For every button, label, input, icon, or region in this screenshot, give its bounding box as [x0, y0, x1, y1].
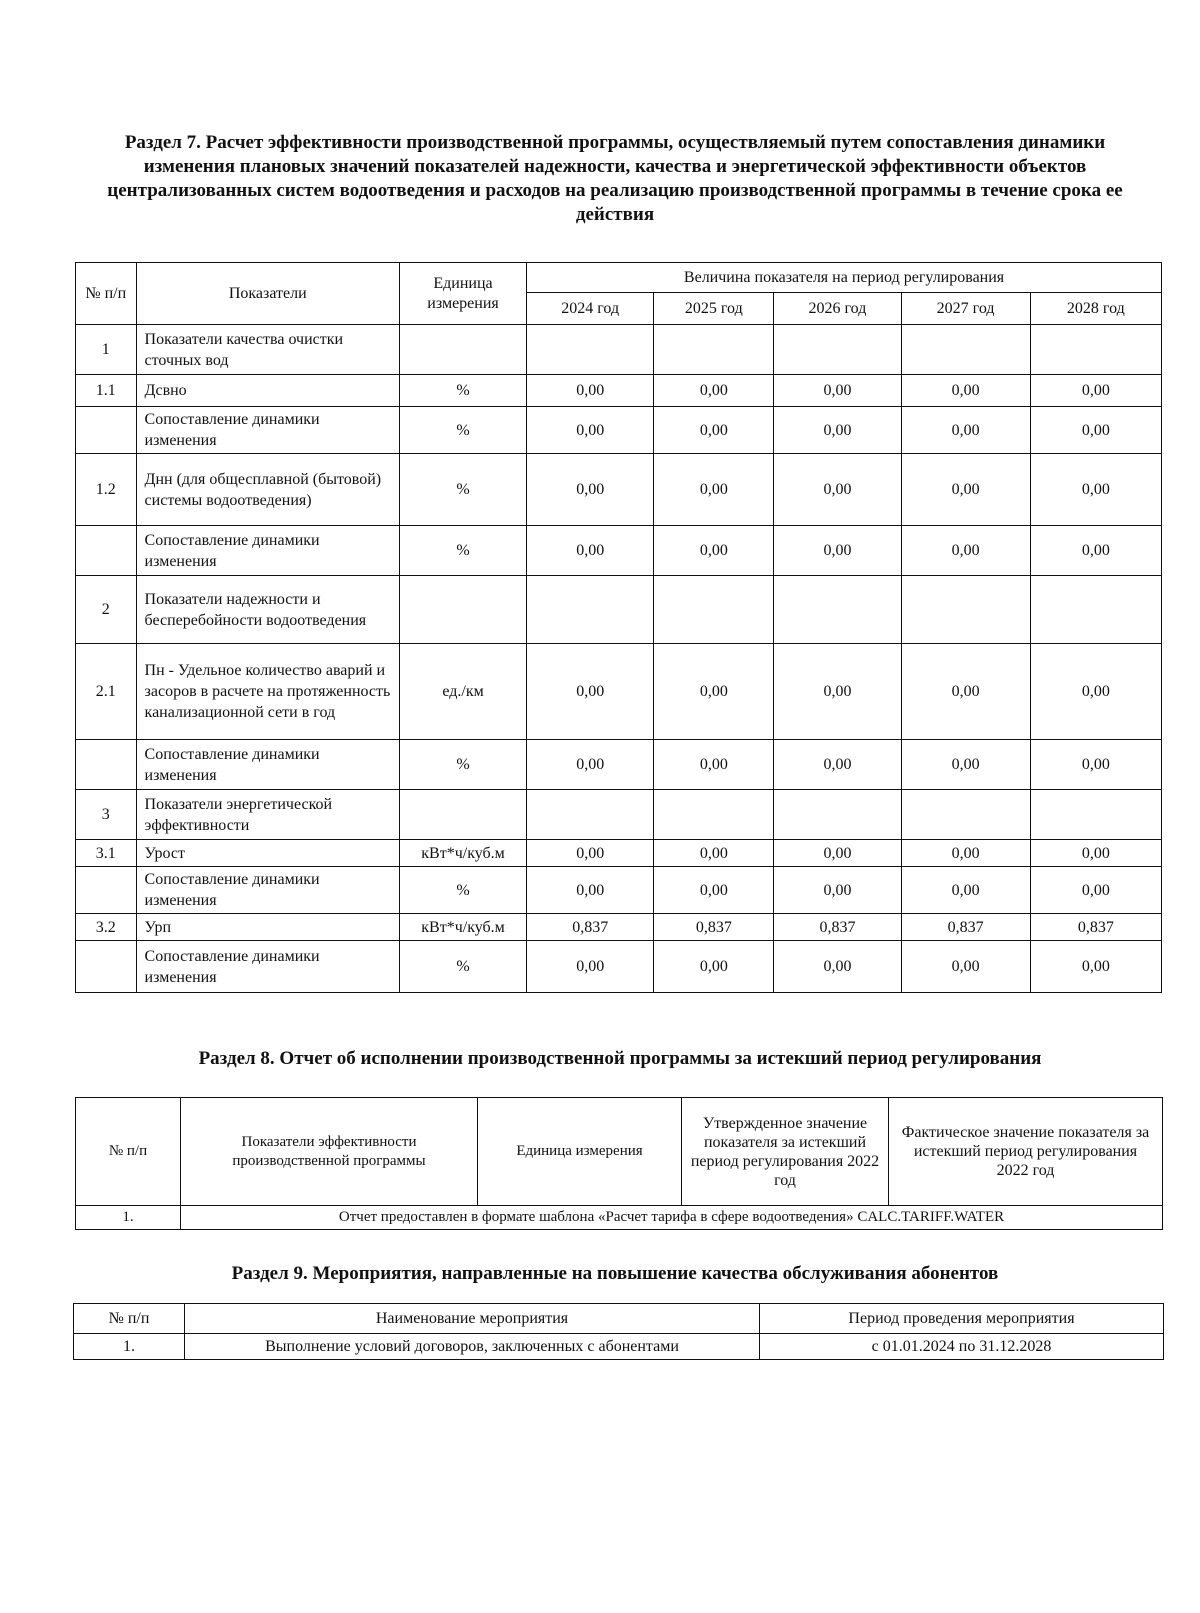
row-unit: % — [399, 867, 526, 914]
row-value: 0,00 — [901, 840, 1030, 867]
row-value: 0,00 — [527, 740, 654, 790]
row-unit — [399, 325, 526, 375]
row-number: 1.1 — [76, 375, 137, 407]
row-value: 0,00 — [901, 454, 1030, 526]
row-number — [76, 526, 137, 576]
row-value: 0,00 — [1030, 454, 1161, 526]
row-value: 0,00 — [901, 407, 1030, 454]
row-unit — [399, 790, 526, 840]
row-value: 0,00 — [901, 644, 1030, 740]
table-row — [76, 840, 1162, 867]
row-value: 0,00 — [774, 454, 901, 526]
row-value: 0,00 — [1030, 407, 1161, 454]
row-value: 0,00 — [1030, 840, 1161, 867]
row-value: 0,00 — [654, 375, 774, 407]
section8-title: Раздел 8. Отчет об исполнении производственной программы за истекший период регулирования — [198, 1048, 1042, 1069]
table-row — [76, 790, 1162, 840]
header-year-2025: 2025 год — [654, 293, 774, 325]
row-value: 0,00 — [901, 526, 1030, 576]
row-value: 0,00 — [527, 941, 654, 993]
row-unit: % — [399, 454, 526, 526]
table-row — [76, 576, 1162, 644]
row-number: 3.1 — [76, 840, 137, 867]
row-value: 0,00 — [654, 840, 774, 867]
row-indicator-name: Показатели энергетической эффективности — [136, 790, 399, 840]
row-number — [76, 867, 137, 914]
row-value: 0,837 — [901, 914, 1030, 941]
row-value: 0,837 — [1030, 914, 1161, 941]
s8-header-indicator: Показатели эффективности производственной программы — [181, 1098, 478, 1206]
row-indicator-name: Дсвно — [136, 375, 399, 407]
section7-table-body — [76, 325, 1162, 993]
s9-row-period: с 01.01.2024 по 31.12.2028 — [760, 1334, 1164, 1360]
row-value: 0,00 — [774, 407, 901, 454]
s8-header-unit: Единица измерения — [478, 1098, 682, 1206]
table-row — [76, 325, 1162, 375]
row-value — [901, 576, 1030, 644]
s8-header-actual: Фактическое значение показателя за истекший период регулирования 2022 год — [889, 1098, 1163, 1206]
row-indicator-name: Пн - Удельное количество аварий и засоров в расчете на протяженность канализационной сети в год — [136, 644, 399, 740]
header-unit: Единица измерения — [399, 263, 526, 325]
row-value — [1030, 790, 1161, 840]
row-value: 0,00 — [774, 941, 901, 993]
section9-title: Раздел 9. Мероприятия, направленные на повышение качества обслуживания абонентов — [231, 1263, 999, 1284]
row-value — [527, 790, 654, 840]
row-value — [1030, 325, 1161, 375]
s9-row-name: Выполнение условий договоров, заключенных с абонентами — [185, 1334, 760, 1360]
row-value: 0,837 — [774, 914, 901, 941]
s9-header-num: № п/п — [74, 1304, 185, 1334]
row-value: 0,00 — [654, 526, 774, 576]
s9-header-name: Наименование мероприятия — [185, 1304, 760, 1334]
row-value: 0,00 — [1030, 375, 1161, 407]
s9-row-num: 1. — [74, 1334, 185, 1360]
row-value: 0,00 — [901, 941, 1030, 993]
s8-header-num: № п/п — [76, 1098, 181, 1206]
row-unit: ед./км — [399, 644, 526, 740]
header-indicator: Показатели — [136, 263, 399, 325]
row-number: 3 — [76, 790, 137, 840]
row-indicator-name: Сопоставление динамики изменения — [136, 867, 399, 914]
table-row — [76, 375, 1162, 407]
row-value — [1030, 576, 1161, 644]
row-unit — [399, 576, 526, 644]
row-value — [774, 576, 901, 644]
row-value — [774, 325, 901, 375]
row-unit: кВт*ч/куб.м — [399, 914, 526, 941]
row-indicator-name: Сопоставление динамики изменения — [136, 526, 399, 576]
header-year-2027: 2027 год — [901, 293, 1030, 325]
row-value: 0,00 — [901, 740, 1030, 790]
row-indicator-name: Днн (для общесплавной (бытовой) системы водоотведения) — [136, 454, 399, 526]
row-value — [901, 790, 1030, 840]
row-number — [76, 407, 137, 454]
table-row — [76, 526, 1162, 576]
row-value: 0,00 — [774, 375, 901, 407]
row-value — [774, 790, 901, 840]
row-value: 0,00 — [774, 740, 901, 790]
row-value: 0,00 — [1030, 867, 1161, 914]
table-row — [76, 454, 1162, 526]
section9-table — [73, 1303, 1164, 1360]
table-row — [76, 407, 1162, 454]
row-indicator-name: Сопоставление динамики изменения — [136, 941, 399, 993]
row-value: 0,00 — [1030, 740, 1161, 790]
table-row — [76, 644, 1162, 740]
s8-row-text: Отчет предоставлен в формате шаблона «Расчет тарифа в сфере водоотведения» CALC.TARIFF.WATER — [181, 1206, 1163, 1230]
header-year-2026: 2026 год — [774, 293, 901, 325]
row-value: 0,837 — [527, 914, 654, 941]
row-indicator-name: Сопоставление динамики изменения — [136, 740, 399, 790]
row-value: 0,00 — [527, 407, 654, 454]
row-number — [76, 941, 137, 993]
row-value: 0,00 — [901, 375, 1030, 407]
row-number — [76, 740, 137, 790]
row-value: 0,00 — [527, 867, 654, 914]
s9-header-period: Период проведения мероприятия — [760, 1304, 1164, 1334]
row-value — [527, 576, 654, 644]
row-value: 0,00 — [774, 840, 901, 867]
row-value: 0,00 — [527, 454, 654, 526]
row-value — [901, 325, 1030, 375]
row-unit: % — [399, 375, 526, 407]
row-value: 0,00 — [1030, 526, 1161, 576]
section7-table — [75, 262, 1162, 993]
row-unit: % — [399, 407, 526, 454]
row-value: 0,837 — [654, 914, 774, 941]
row-unit: % — [399, 740, 526, 790]
row-indicator-name: Сопоставление динамики изменения — [136, 407, 399, 454]
s8-header-approved: Утвержденное значение показателя за истекший период регулирования 2022 год — [682, 1098, 889, 1206]
row-value — [527, 325, 654, 375]
row-indicator-name: Показатели качества очистки сточных вод — [136, 325, 399, 375]
header-period: Величина показателя на период регулирования — [527, 263, 1162, 293]
row-value: 0,00 — [527, 526, 654, 576]
row-number: 2 — [76, 576, 137, 644]
row-value: 0,00 — [527, 840, 654, 867]
row-indicator-name: Урост — [136, 840, 399, 867]
row-number: 2.1 — [76, 644, 137, 740]
row-value: 0,00 — [654, 407, 774, 454]
row-value — [654, 325, 774, 375]
row-value: 0,00 — [527, 375, 654, 407]
row-value: 0,00 — [774, 867, 901, 914]
row-value: 0,00 — [654, 740, 774, 790]
table-row — [76, 867, 1162, 914]
row-number: 1 — [76, 325, 137, 375]
row-value: 0,00 — [654, 454, 774, 526]
row-value: 0,00 — [654, 644, 774, 740]
s8-row-num: 1. — [76, 1206, 181, 1230]
row-value: 0,00 — [527, 644, 654, 740]
row-unit: % — [399, 526, 526, 576]
header-year-2024: 2024 год — [527, 293, 654, 325]
table-row — [76, 740, 1162, 790]
row-indicator-name: Урп — [136, 914, 399, 941]
row-value: 0,00 — [1030, 941, 1161, 993]
row-number: 3.2 — [76, 914, 137, 941]
header-year-2028: 2028 год — [1030, 293, 1161, 325]
header-num: № п/п — [76, 263, 137, 325]
table-row — [76, 941, 1162, 993]
row-value: 0,00 — [901, 867, 1030, 914]
row-number: 1.2 — [76, 454, 137, 526]
section8-table — [75, 1097, 1163, 1230]
row-indicator-name: Показатели надежности и бесперебойности водоотведения — [136, 576, 399, 644]
row-value: 0,00 — [654, 867, 774, 914]
section7-title: Раздел 7. Расчет эффективности производственной программы, осуществляемый путем сопоставления динамики изменения плановых значений показателей надежности, качества и энергетической эффективности объектов централизованных систем водоотведения и расходов на реализацию производственной программы в течение срока ее действия — [107, 132, 1123, 225]
table-row — [76, 914, 1162, 941]
row-value: 0,00 — [1030, 644, 1161, 740]
row-value — [654, 790, 774, 840]
row-value: 0,00 — [774, 526, 901, 576]
row-value — [654, 576, 774, 644]
row-unit: кВт*ч/куб.м — [399, 840, 526, 867]
row-unit: % — [399, 941, 526, 993]
row-value: 0,00 — [774, 644, 901, 740]
row-value: 0,00 — [654, 941, 774, 993]
